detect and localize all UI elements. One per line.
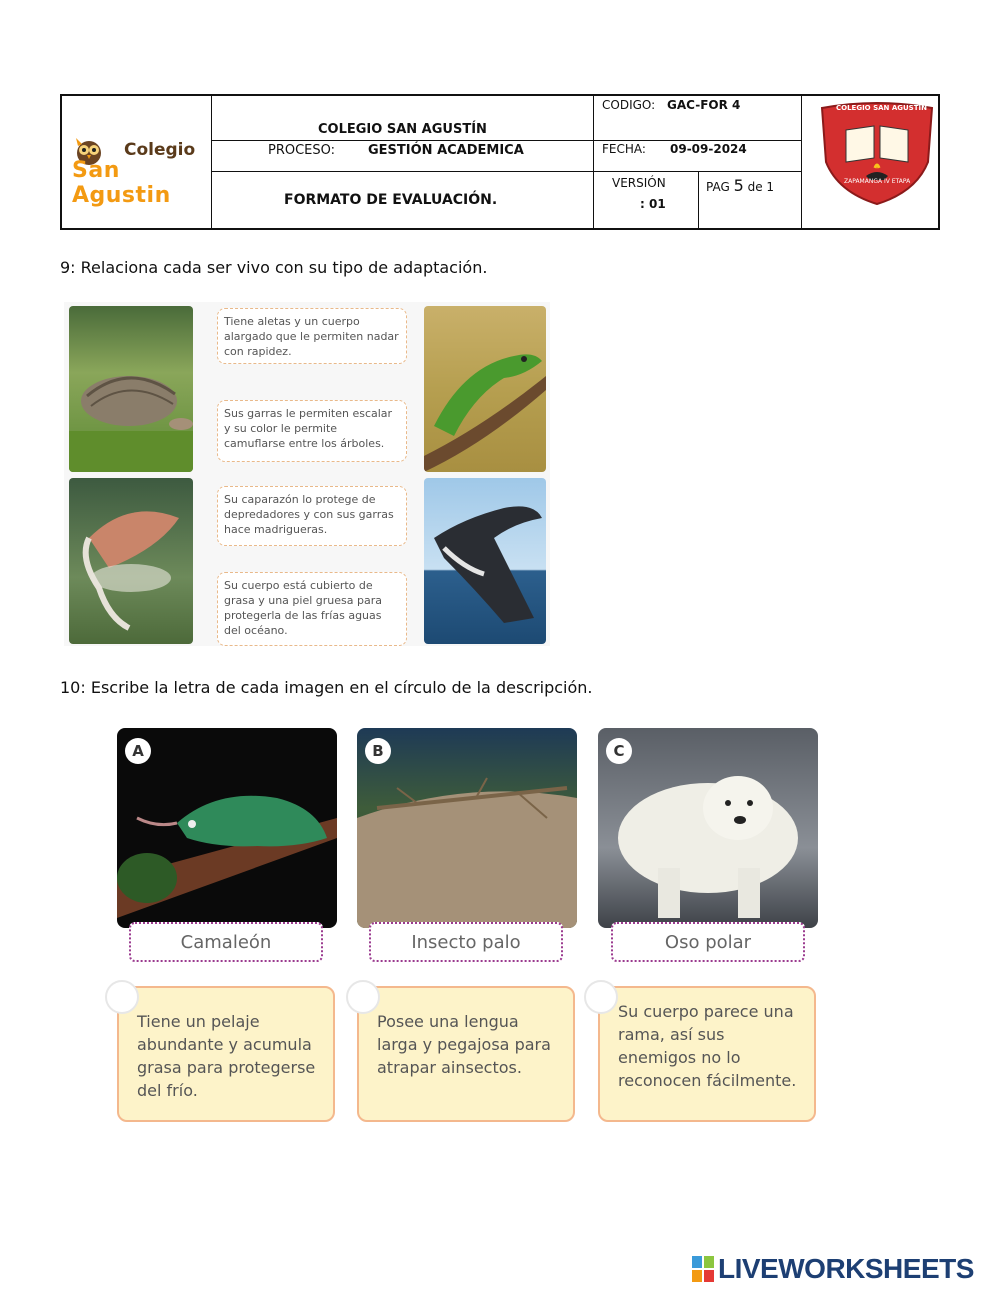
page-number: 5 bbox=[733, 176, 744, 195]
iguana-image[interactable] bbox=[424, 306, 546, 472]
header-table bbox=[60, 94, 940, 230]
code-label: CODIGO: bbox=[602, 98, 656, 112]
exercise10-question: 10: Escribe la letra de cada imagen en el círculo de la descripción. bbox=[60, 678, 593, 697]
date-label: FECHA: bbox=[602, 142, 646, 156]
exercise9-description-2[interactable]: Sus garras le permiten escalar y su color le permite camuflarse entre los árboles. bbox=[217, 400, 407, 462]
polar-bear-image bbox=[598, 728, 818, 928]
page-prefix: PAG bbox=[706, 180, 730, 194]
name-stick-insect: Insecto palo bbox=[369, 922, 563, 962]
letter-b: B bbox=[365, 738, 391, 764]
exercise9-description-3[interactable]: Su caparazón lo protege de depredadores y con sus garras hace madrigueras. bbox=[217, 486, 407, 546]
answer-circle-1[interactable] bbox=[105, 980, 139, 1014]
answer-circle-3[interactable] bbox=[584, 980, 618, 1014]
whale-image[interactable] bbox=[424, 478, 546, 644]
school-logo bbox=[70, 132, 210, 208]
page-label bbox=[706, 176, 774, 195]
exercise9-description-4[interactable]: Su cuerpo está cubierto de grasa y una piel gruesa para protegerla de las frías aguas del océano. bbox=[217, 572, 407, 646]
code-value: GAC-FOR 4 bbox=[667, 98, 741, 112]
date-value: 09-09-2024 bbox=[670, 142, 747, 156]
school-crest bbox=[816, 102, 938, 206]
exercise10-description-2: Posee una lengua larga y pegajosa para atrapar ainsectos. bbox=[357, 986, 575, 1122]
page-suffix: de 1 bbox=[747, 180, 775, 194]
liveworksheets-text: LIVEWORKSHEETS bbox=[718, 1253, 974, 1284]
version-value: : 01 bbox=[640, 197, 666, 211]
stick-insect-image bbox=[357, 728, 577, 928]
exercise9-description-1[interactable]: Tiene aletas y un cuerpo alargado que le permiten nadar con rapidez. bbox=[217, 308, 407, 364]
exercise9-question: 9: Relaciona cada ser vivo con su tipo de adaptación. bbox=[60, 258, 488, 277]
armadillo-image[interactable] bbox=[69, 306, 193, 472]
salmon-image[interactable] bbox=[69, 478, 193, 644]
letter-a: A bbox=[125, 738, 151, 764]
name-polar-bear: Oso polar bbox=[611, 922, 805, 962]
crest-top-text: COLEGIO SAN AGUSTIN bbox=[836, 104, 927, 112]
chameleon-image bbox=[117, 728, 337, 928]
school-name: COLEGIO SAN AGUSTÍN bbox=[318, 122, 487, 137]
exercise10-description-1: Tiene un pelaje abundante y acumula grasa para protegerse del frío. bbox=[117, 986, 335, 1122]
process-value: GESTIÓN ACADEMICA bbox=[368, 143, 524, 158]
liveworksheets-icon bbox=[692, 1256, 714, 1282]
process-label: PROCESO: bbox=[268, 143, 336, 158]
letter-c: C bbox=[606, 738, 632, 764]
logo-line1: Colegio bbox=[124, 140, 196, 160]
format-title: FORMATO DE EVALUACIÓN. bbox=[284, 192, 498, 208]
exercise10-description-3: Su cuerpo parece una rama, así sus enemigos no lo reconocen fácilmente. bbox=[598, 986, 816, 1122]
version-label: VERSIÓN bbox=[612, 176, 666, 190]
crest-bottom-text: ZAPAMANGA IV ETAPA bbox=[844, 178, 911, 185]
logo-line2: San Agustin bbox=[72, 158, 171, 208]
name-chameleon: Camaleón bbox=[129, 922, 323, 962]
answer-circle-2[interactable] bbox=[346, 980, 380, 1014]
